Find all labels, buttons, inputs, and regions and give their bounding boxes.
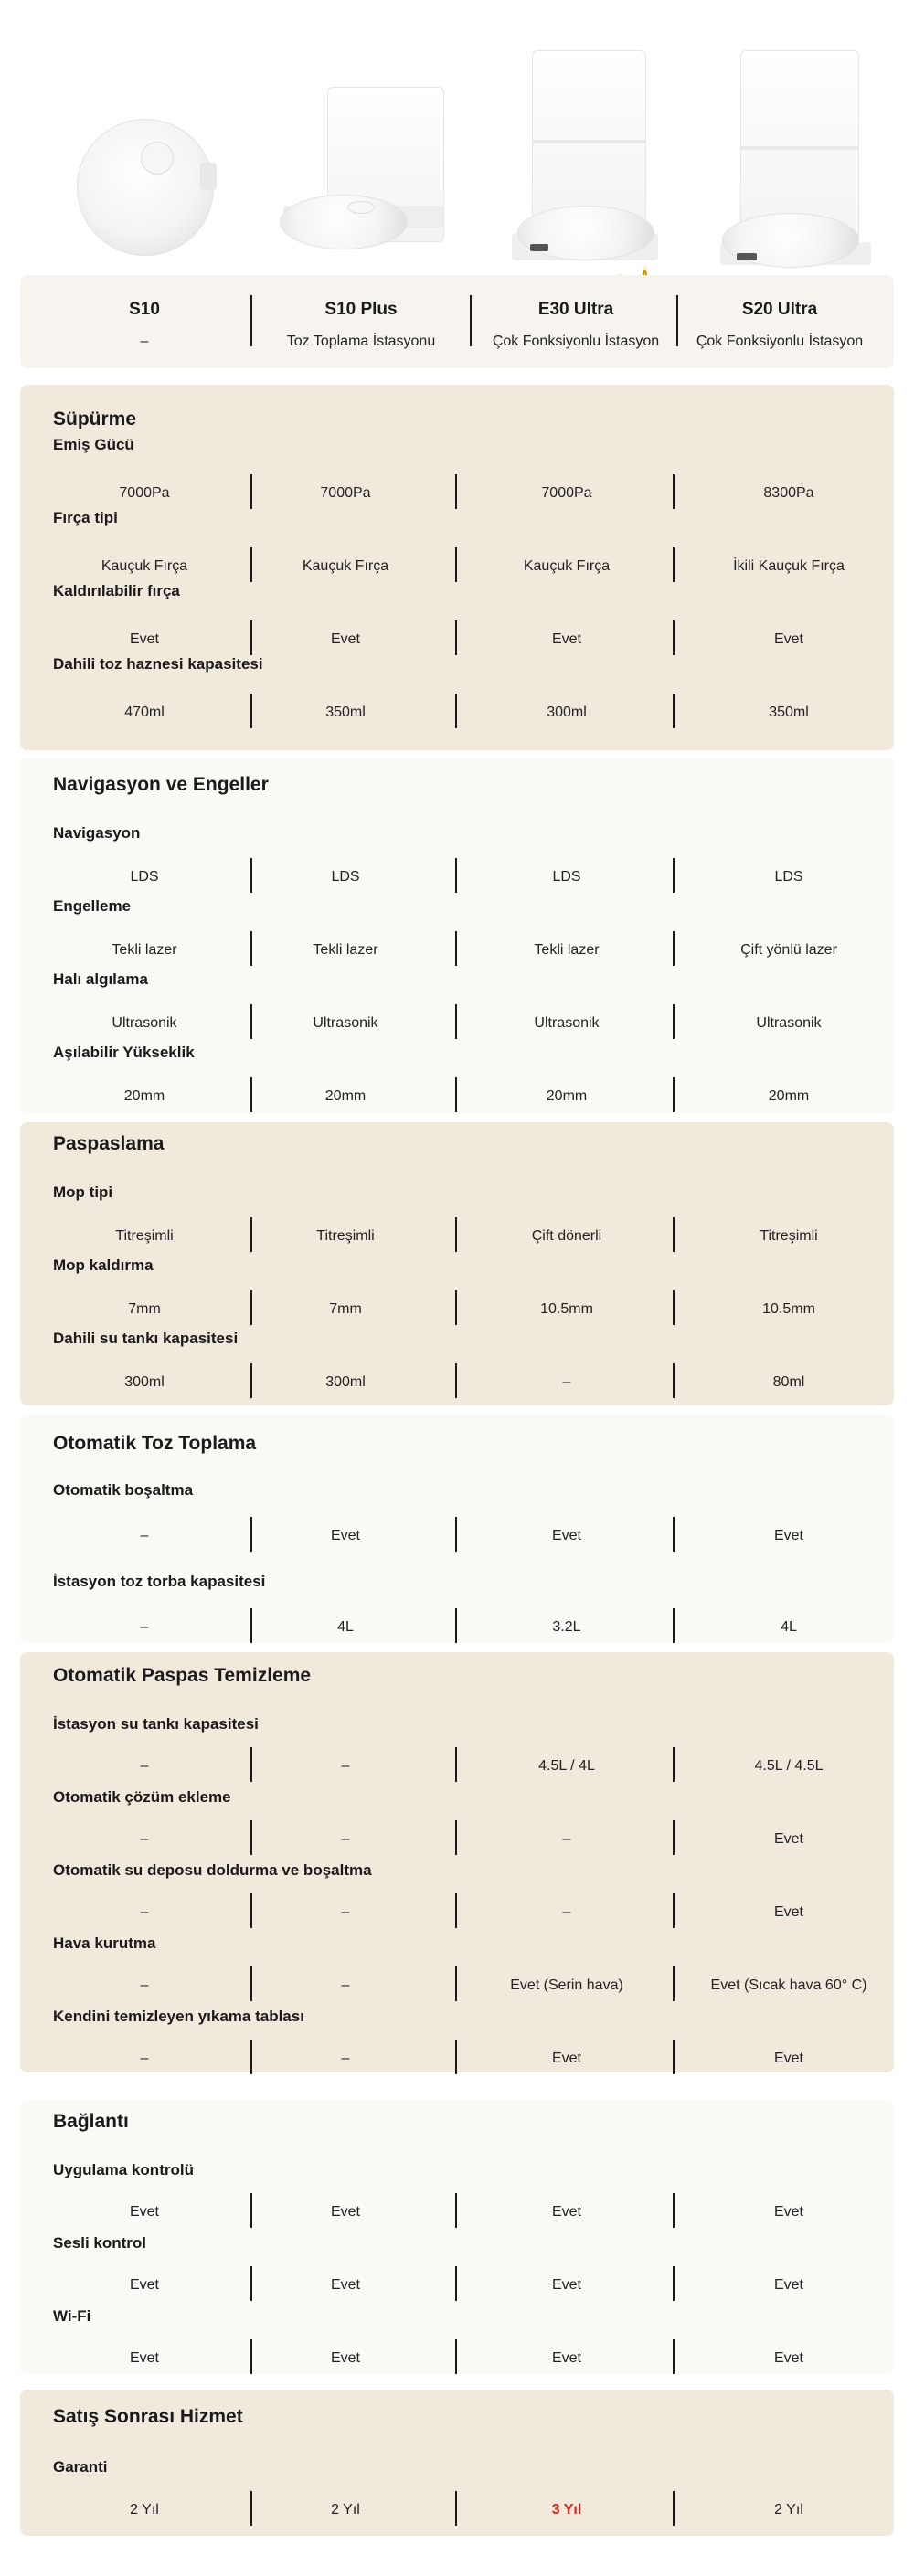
row-label: Kendini temizleyen yıkama tablası — [53, 2008, 304, 2025]
row-value: Evet — [330, 631, 360, 647]
column-divider — [250, 931, 252, 966]
column-divider — [673, 1077, 675, 1112]
column-divider — [673, 474, 675, 509]
column-divider — [455, 931, 457, 966]
column-divider — [455, 2491, 457, 2526]
column-divider — [673, 694, 675, 728]
column-divider — [455, 1517, 457, 1552]
row-value: Evet — [551, 2204, 581, 2220]
column-divider — [673, 1290, 675, 1325]
column-divider — [673, 1517, 675, 1552]
row-label: Halı algılama — [53, 970, 148, 988]
row-value: Tekli lazer — [313, 942, 378, 958]
row-label: Mop tipi — [53, 1183, 113, 1201]
row-label: Mop kaldırma — [53, 1256, 154, 1274]
row-value: 7000Pa — [320, 485, 371, 501]
column-divider — [455, 1893, 457, 1928]
row-value: Evet — [773, 1831, 803, 1847]
row-label: Sesli kontrol — [53, 2234, 147, 2252]
row-value: 4L — [781, 1619, 797, 1635]
row-value: – — [140, 1619, 149, 1635]
row-value: 470ml — [124, 705, 165, 720]
model-subtitle: Çok Fonksiyonlu İstasyon — [492, 334, 660, 349]
row-value: – — [341, 2051, 350, 2066]
row-value: Kauçuk Fırça — [101, 558, 188, 574]
section-6 — [20, 2100, 894, 2374]
column-divider — [250, 620, 252, 655]
column-divider — [455, 2193, 457, 2228]
column-divider — [250, 1893, 252, 1928]
column-divider — [455, 1966, 457, 2001]
model-header — [20, 275, 894, 368]
row-value: Evet (Sıcak hava 60° C) — [710, 1977, 867, 1993]
row-value: Titreşimli — [760, 1228, 818, 1244]
row-value: Titreşimli — [316, 1228, 375, 1244]
row-value: 10.5mm — [762, 1301, 815, 1317]
e30-ultra-image — [512, 50, 658, 270]
column-divider — [250, 858, 252, 893]
row-value: Evet — [330, 2277, 360, 2293]
s10-robot-image — [77, 119, 214, 256]
section-5 — [20, 1652, 894, 2072]
row-value: Ultrasonik — [112, 1015, 177, 1031]
row-value: 4.5L / 4L — [538, 1758, 595, 1774]
row-label: Wi-Fi — [53, 2307, 91, 2325]
model-name: E30 Ultra — [537, 300, 614, 319]
row-label: İstasyon su tankı kapasitesi — [53, 1715, 259, 1733]
model-subtitle: – — [140, 334, 149, 349]
column-divider — [250, 1820, 252, 1855]
row-label: Hava kurutma — [53, 1935, 156, 1952]
row-label: Fırça tipi — [53, 509, 118, 526]
row-value: Ultrasonik — [756, 1015, 822, 1031]
row-value: 2 Yıl — [774, 2502, 803, 2518]
model-s10-plus — [260, 275, 462, 368]
row-label: Otomatik çözüm ekleme — [53, 1788, 231, 1806]
row-value: 300ml — [325, 1374, 366, 1390]
row-value: 3.2L — [552, 1619, 581, 1635]
column-divider — [673, 931, 675, 966]
column-divider — [455, 1290, 457, 1325]
row-label: Engelleme — [53, 897, 132, 915]
row-value: 300ml — [124, 1374, 165, 1390]
row-value: Evet — [773, 631, 803, 647]
row-value: Evet — [129, 2277, 159, 2293]
row-value: Evet — [551, 2051, 581, 2066]
row-value: Kauçuk Fırça — [523, 558, 611, 574]
column-divider — [673, 1820, 675, 1855]
column-divider — [673, 1217, 675, 1252]
column-divider — [250, 2040, 252, 2074]
row-value: Evet — [551, 1528, 581, 1543]
column-divider — [250, 1747, 252, 1782]
row-value: 80ml — [772, 1374, 805, 1390]
model-s10 — [43, 275, 246, 368]
row-value: 7mm — [329, 1301, 362, 1317]
row-value: Evet — [551, 631, 581, 647]
column-divider — [673, 2266, 675, 2301]
column-divider — [455, 694, 457, 728]
column-divider — [455, 1608, 457, 1643]
model-name: S20 Ultra — [741, 300, 818, 319]
row-label: Aşılabilir Yükseklik — [53, 1044, 195, 1061]
column-divider — [250, 1608, 252, 1643]
row-value: Titreşimli — [115, 1228, 174, 1244]
row-value: – — [341, 1831, 350, 1847]
column-divider — [455, 1363, 457, 1398]
column-divider — [250, 1077, 252, 1112]
column-divider — [250, 547, 252, 582]
column-divider — [455, 2339, 457, 2374]
section-title: Bağlantı — [53, 2111, 129, 2132]
column-divider — [673, 1966, 675, 2001]
row-value: 2 Yıl — [331, 2502, 360, 2518]
column-divider — [250, 2491, 252, 2526]
column-divider — [250, 474, 252, 509]
column-divider — [250, 1004, 252, 1039]
row-value: LDS — [331, 869, 360, 885]
row-value: Evet — [773, 2350, 803, 2366]
column-divider — [250, 1966, 252, 2001]
column-divider — [673, 1004, 675, 1039]
row-value: 20mm — [546, 1088, 588, 1104]
row-label: Uygulama kontrolü — [53, 2161, 194, 2178]
column-divider — [250, 2339, 252, 2374]
row-value: – — [341, 1977, 350, 1993]
row-value: – — [140, 1758, 149, 1774]
row-value: 4L — [337, 1619, 354, 1635]
row-value: Kauçuk Fırça — [302, 558, 389, 574]
row-value: Evet — [129, 631, 159, 647]
column-divider — [250, 694, 252, 728]
row-label: İstasyon toz torba kapasitesi — [53, 1573, 266, 1590]
product-images — [0, 0, 914, 274]
row-label: Otomatik boşaltma — [53, 1481, 194, 1499]
column-divider — [673, 1363, 675, 1398]
row-value: 20mm — [324, 1088, 367, 1104]
row-value: – — [341, 1758, 350, 1774]
column-divider — [673, 2339, 675, 2374]
row-value: 7000Pa — [541, 485, 592, 501]
row-value: Ultrasonik — [534, 1015, 600, 1031]
row-value: 350ml — [769, 705, 809, 720]
column-divider — [673, 858, 675, 893]
section-title: Satış Sonrası Hizmet — [53, 2406, 243, 2427]
model-name: S10 Plus — [324, 300, 398, 319]
row-label: Kaldırılabilir fırça — [53, 582, 180, 599]
row-value: – — [562, 1374, 571, 1390]
column-divider — [250, 295, 252, 346]
row-value: LDS — [552, 869, 581, 885]
column-divider — [455, 1217, 457, 1252]
row-value: Evet — [773, 2277, 803, 2293]
row-value: 7mm — [128, 1301, 161, 1317]
row-value: Çift dönerli — [531, 1228, 602, 1244]
column-divider — [250, 1363, 252, 1398]
column-divider — [250, 1517, 252, 1552]
model-subtitle: Çok Fonksiyonlu İstasyon — [696, 334, 864, 349]
column-divider — [673, 547, 675, 582]
row-label: Emiş Gücü — [53, 436, 134, 453]
row-label: Navigasyon — [53, 824, 141, 842]
column-divider — [250, 1290, 252, 1325]
s20-ultra-image — [713, 50, 877, 270]
row-value: – — [140, 1904, 149, 1920]
row-value: Evet — [773, 1904, 803, 1920]
column-divider — [673, 2193, 675, 2228]
row-value: – — [140, 2051, 149, 2066]
row-value: Tekli lazer — [112, 942, 177, 958]
row-value: Evet — [773, 2051, 803, 2066]
row-value: Evet — [330, 2204, 360, 2220]
row-value: – — [562, 1904, 571, 1920]
column-divider — [455, 1004, 457, 1039]
row-value: – — [341, 1904, 350, 1920]
row-value: 8300Pa — [763, 485, 814, 501]
column-divider — [455, 1077, 457, 1112]
model-e30-ultra — [474, 275, 677, 368]
column-divider — [455, 858, 457, 893]
row-value: Evet — [551, 2277, 581, 2293]
row-value: LDS — [130, 869, 159, 885]
row-value: 20mm — [123, 1088, 165, 1104]
column-divider — [455, 2040, 457, 2074]
section-title: Otomatik Toz Toplama — [53, 1433, 257, 1454]
column-divider — [455, 474, 457, 509]
column-divider — [455, 1820, 457, 1855]
section-title: Otomatik Paspas Temizleme — [53, 1665, 312, 1686]
column-divider — [673, 2491, 675, 2526]
row-value: 4.5L / 4.5L — [754, 1758, 824, 1774]
row-value: 2 Yıl — [130, 2502, 159, 2518]
row-value: 350ml — [325, 705, 366, 720]
section-title: Süpürme — [53, 408, 137, 429]
section-7 — [20, 2390, 894, 2536]
model-name: S10 — [129, 300, 160, 319]
column-divider — [673, 1608, 675, 1643]
section-4 — [20, 1415, 894, 1643]
section-2 — [20, 758, 894, 1114]
row-label: Dahili toz haznesi kapasitesi — [53, 655, 263, 673]
row-value: 20mm — [768, 1088, 810, 1104]
s10-plus-image — [274, 87, 448, 270]
row-value: Çift yönlü lazer — [740, 942, 837, 958]
model-s20-ultra — [678, 275, 881, 368]
row-value: LDS — [774, 869, 803, 885]
column-divider — [673, 1747, 675, 1782]
column-divider — [455, 1747, 457, 1782]
row-value: Evet — [551, 2350, 581, 2366]
row-value: Evet — [129, 2204, 159, 2220]
column-divider — [470, 295, 472, 346]
row-value: 300ml — [547, 705, 587, 720]
column-divider — [455, 2266, 457, 2301]
row-value: – — [140, 1528, 149, 1543]
section-title: Paspaslama — [53, 1133, 165, 1154]
column-divider — [673, 2040, 675, 2074]
row-value: Evet — [330, 1528, 360, 1543]
row-value: Evet — [129, 2350, 159, 2366]
row-value: Evet — [773, 1528, 803, 1543]
row-value: 10.5mm — [540, 1301, 593, 1317]
column-divider — [673, 620, 675, 655]
column-divider — [250, 2266, 252, 2301]
row-label: Dahili su tankı kapasitesi — [53, 1330, 239, 1347]
column-divider — [455, 620, 457, 655]
row-label: Garanti — [53, 2458, 108, 2475]
row-value: Evet — [773, 2204, 803, 2220]
row-value: 7000Pa — [119, 485, 170, 501]
section-title: Navigasyon ve Engeller — [53, 774, 269, 795]
row-value: Tekli lazer — [534, 942, 600, 958]
row-value: İkili Kauçuk Fırça — [733, 558, 845, 574]
row-value: – — [140, 1831, 149, 1847]
row-value: Evet — [330, 2350, 360, 2366]
row-value: – — [562, 1831, 571, 1847]
row-value: 3 Yıl — [551, 2502, 582, 2518]
row-value: Ultrasonik — [313, 1015, 378, 1031]
model-subtitle: Toz Toplama İstasyonu — [286, 334, 436, 349]
column-divider — [250, 1217, 252, 1252]
section-1 — [20, 385, 894, 750]
column-divider — [455, 547, 457, 582]
row-label: Otomatik su deposu doldurma ve boşaltma — [53, 1861, 372, 1879]
row-value: Evet (Serin hava) — [510, 1977, 623, 1993]
row-value: – — [140, 1977, 149, 1993]
column-divider — [250, 2193, 252, 2228]
column-divider — [673, 1893, 675, 1928]
section-3 — [20, 1122, 894, 1405]
